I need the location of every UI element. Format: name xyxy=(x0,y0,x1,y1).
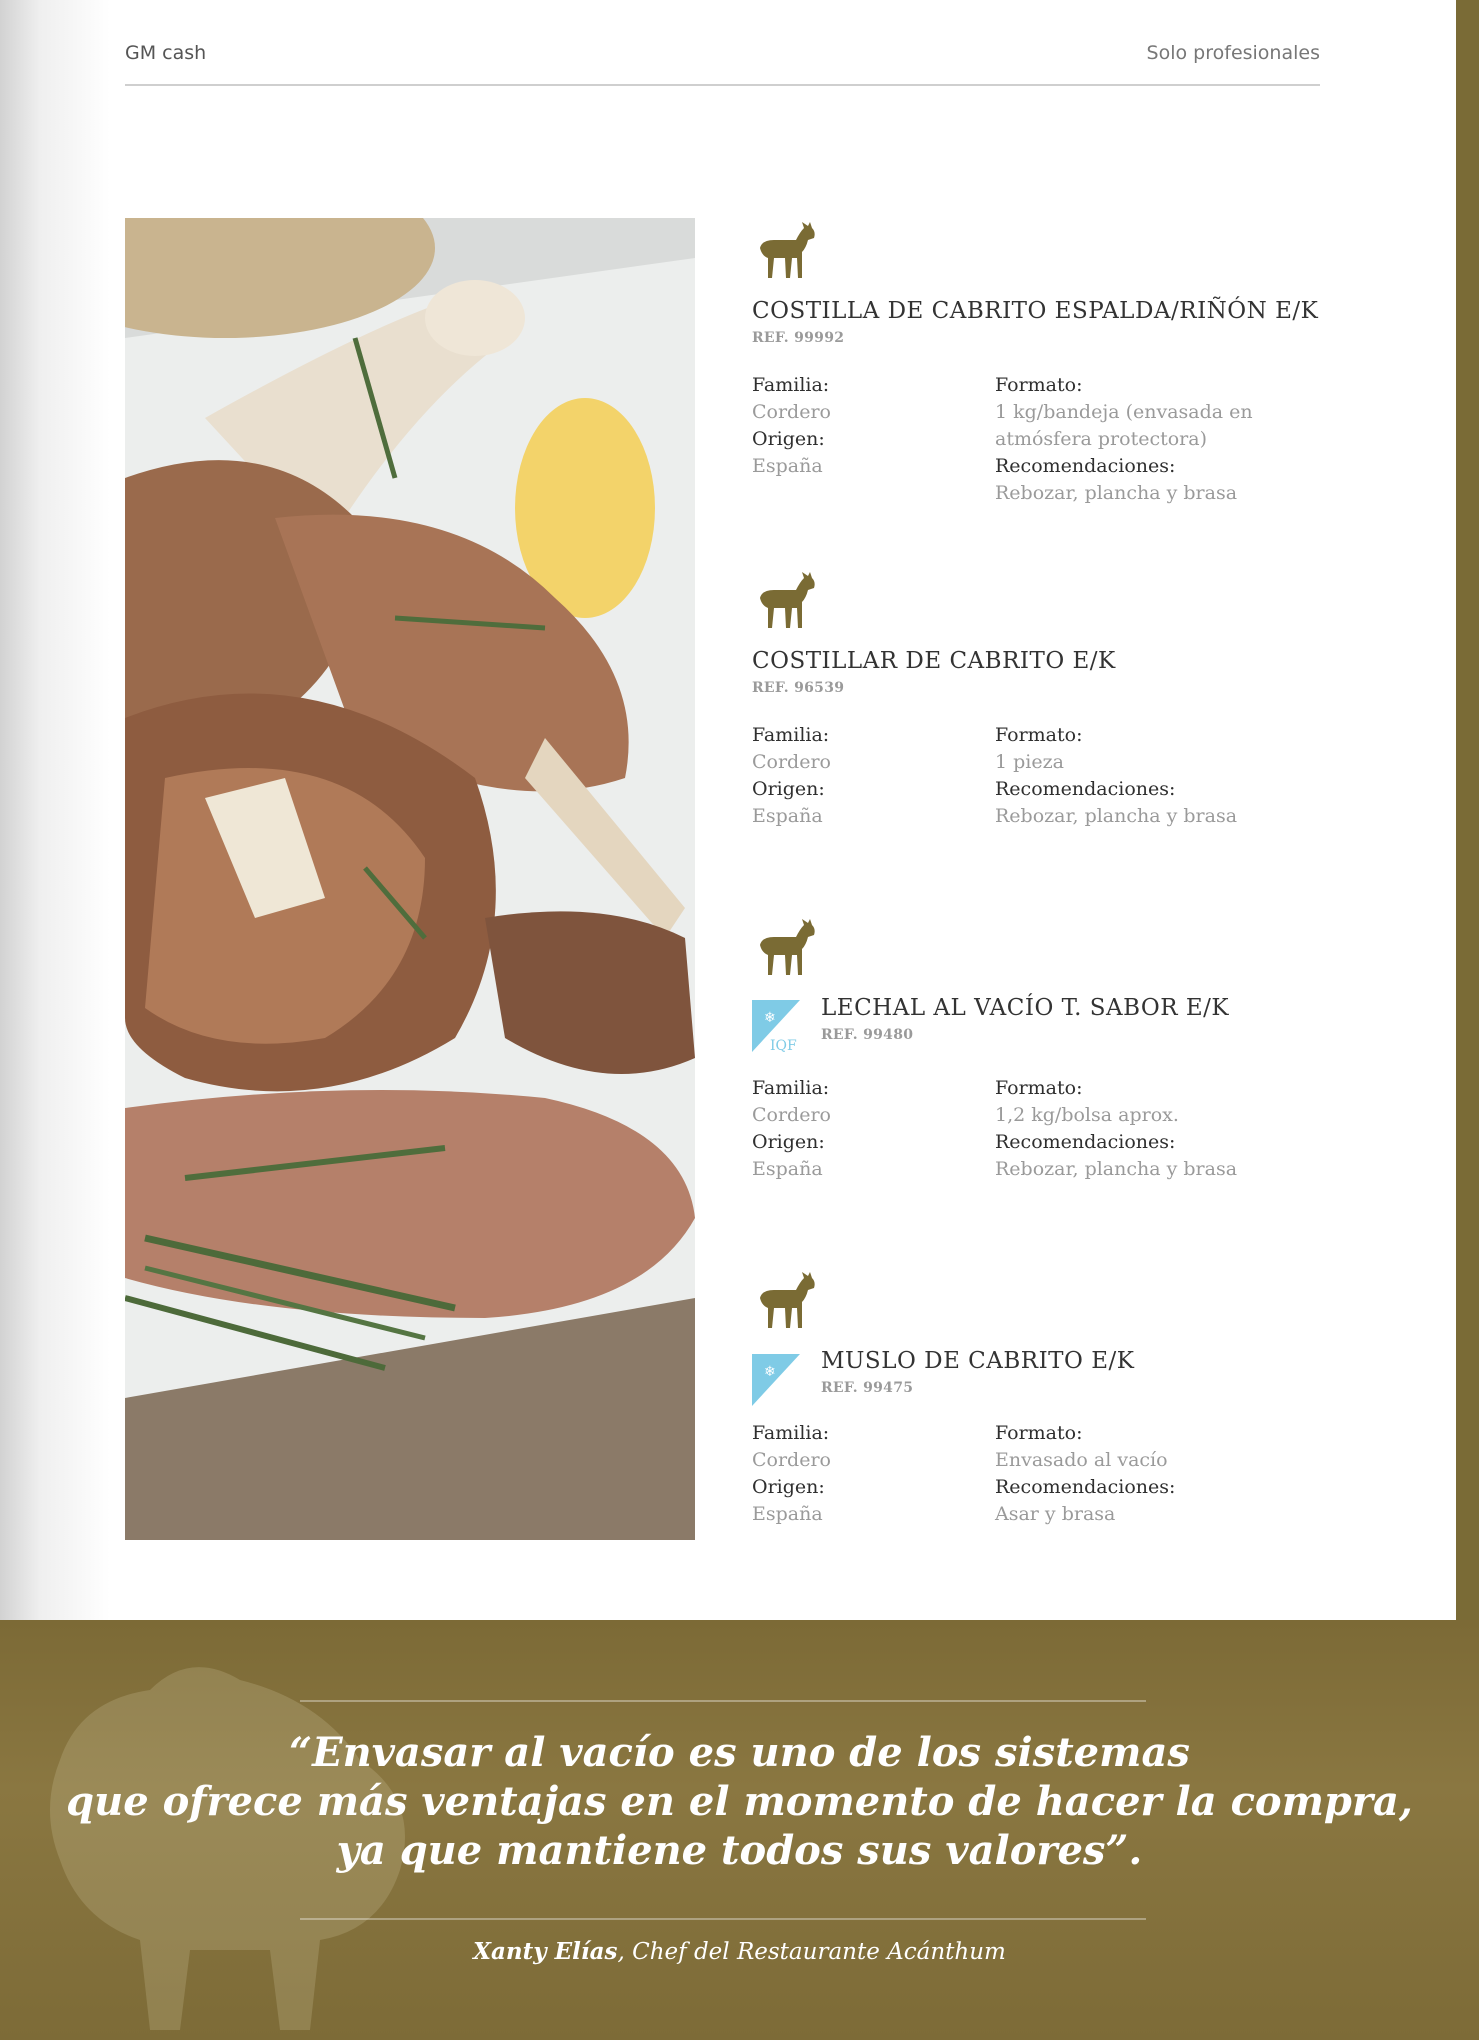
quote-top-rule xyxy=(300,1700,1146,1702)
familia-value: Cordero xyxy=(752,1104,831,1126)
product-specs-left xyxy=(752,1075,831,1183)
recomendaciones-label: Recomendaciones: xyxy=(995,778,1176,800)
iqf-snowflake-icon xyxy=(752,1000,800,1052)
svg-text:❄: ❄ xyxy=(764,1010,776,1026)
snowflake-icon xyxy=(752,1354,800,1406)
svg-text:❄: ❄ xyxy=(764,1364,776,1380)
familia-label: Familia: xyxy=(752,374,830,396)
recomendaciones-label: Recomendaciones: xyxy=(995,1476,1176,1498)
formato-value: 1,2 kg/bolsa aprox. xyxy=(995,1104,1179,1126)
product-ref: REF. 99480 xyxy=(821,1027,914,1043)
product-specs-right xyxy=(995,722,1237,830)
author-name: Xanty Elías xyxy=(473,1938,618,1965)
product-name: LECHAL AL VACÍO T. SABOR E/K xyxy=(821,995,1230,1021)
quote-band xyxy=(0,1620,1479,2040)
recomendaciones-value: Rebozar, plancha y brasa xyxy=(995,805,1238,827)
formato-value: 1 pieza xyxy=(995,751,1064,773)
recomendaciones-value: Rebozar, plancha y brasa xyxy=(995,482,1238,504)
familia-label: Familia: xyxy=(752,724,830,746)
goat-icon xyxy=(752,1268,818,1334)
audience-label: Solo profesionales xyxy=(1146,42,1320,64)
recomendaciones-value: Rebozar, plancha y brasa xyxy=(995,1158,1238,1180)
formato-value: Envasado al vacío xyxy=(995,1449,1168,1471)
brand-name: GM cash xyxy=(125,42,207,64)
familia-value: Cordero xyxy=(752,401,831,423)
goat-icon xyxy=(752,218,818,284)
product-specs-right xyxy=(995,372,1253,507)
familia-label: Familia: xyxy=(752,1422,830,1444)
iqf-label: IQF xyxy=(770,1038,797,1052)
product-name: COSTILLA DE CABRITO ESPALDA/RIÑÓN E/K xyxy=(752,298,1319,324)
quote-bottom-rule xyxy=(300,1918,1146,1920)
recomendaciones-value: Asar y brasa xyxy=(995,1503,1116,1525)
product-ref: REF. 99992 xyxy=(752,330,845,346)
formato-label: Formato: xyxy=(995,374,1083,396)
quote-line: “Envasar al vacío es uno de los sistemas xyxy=(289,1729,1190,1776)
recomendaciones-label: Recomendaciones: xyxy=(995,455,1176,477)
product-ref: REF. 99475 xyxy=(821,1380,914,1396)
product-specs-right xyxy=(995,1420,1175,1528)
goat-icon xyxy=(752,568,818,634)
origen-label: Origen: xyxy=(752,1476,825,1498)
origen-label: Origen: xyxy=(752,428,825,450)
quote-author xyxy=(0,1938,1479,1965)
formato-label: Formato: xyxy=(995,1077,1083,1099)
quote-line: que ofrece más ventajas en el momento de hacer la compra, xyxy=(66,1778,1413,1825)
origen-value: España xyxy=(752,1158,823,1180)
product-specs-left xyxy=(752,722,831,830)
origen-label: Origen: xyxy=(752,1131,825,1153)
goat-icon xyxy=(752,915,818,981)
formato-value-line2: atmósfera protectora) xyxy=(995,428,1207,450)
formato-value: 1 kg/bandeja (envasada en xyxy=(995,401,1253,423)
formato-label: Formato: xyxy=(995,724,1083,746)
product-specs-right xyxy=(995,1075,1237,1183)
recomendaciones-label: Recomendaciones: xyxy=(995,1131,1176,1153)
familia-value: Cordero xyxy=(752,1449,831,1471)
product-name: MUSLO DE CABRITO E/K xyxy=(821,1348,1135,1374)
origen-value: España xyxy=(752,455,823,477)
quote-text xyxy=(0,1728,1479,1875)
product-specs-left xyxy=(752,372,831,480)
origen-value: España xyxy=(752,1503,823,1525)
origen-label: Origen: xyxy=(752,778,825,800)
product-name: COSTILLAR DE CABRITO E/K xyxy=(752,648,1116,674)
product-specs-left xyxy=(752,1420,831,1528)
page-edge xyxy=(1456,0,1479,1620)
product-ref: REF. 96539 xyxy=(752,680,845,696)
product-photo xyxy=(125,218,695,1540)
author-role: , Chef del Restaurante Acánthum xyxy=(617,1939,1006,1965)
familia-label: Familia: xyxy=(752,1077,830,1099)
formato-label: Formato: xyxy=(995,1422,1083,1444)
origen-value: España xyxy=(752,805,823,827)
familia-value: Cordero xyxy=(752,751,831,773)
quote-line: ya que mantiene todos sus valores”. xyxy=(336,1827,1143,1874)
page-header xyxy=(125,38,1320,86)
